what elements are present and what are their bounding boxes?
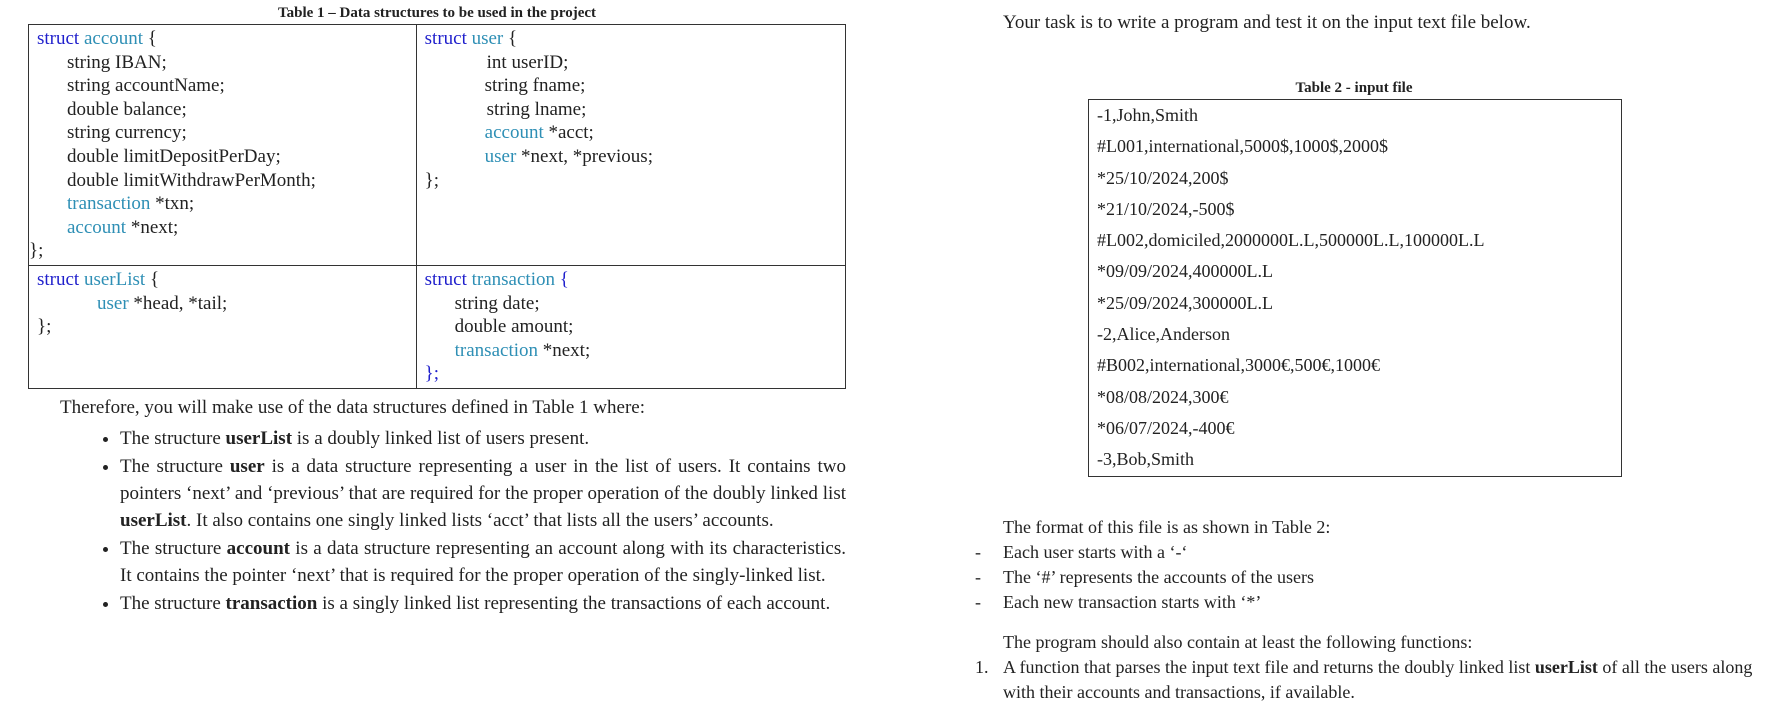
field: [425, 339, 837, 363]
functions-description: [975, 630, 1773, 705]
list-item: [120, 453, 846, 534]
field: double limitDepositPerDay;: [67, 145, 281, 167]
text: The structure: [120, 593, 226, 614]
field: string lname;: [486, 98, 587, 120]
brace-close: };: [29, 240, 44, 262]
dash-marker: -: [975, 592, 981, 612]
table2-caption: Table 2 - input file: [1295, 80, 1413, 96]
list-item: [120, 535, 846, 589]
dash-marker: -: [975, 567, 981, 587]
data-structures-table: [28, 24, 846, 389]
field-type: user: [484, 145, 517, 167]
field-type: transaction: [67, 193, 151, 215]
format-item: [975, 540, 1330, 565]
input-line: *06/07/2024,-400€: [1097, 417, 1235, 438]
field-rest: *next;: [538, 339, 591, 361]
bold-term: transaction: [225, 593, 318, 614]
field: string IBAN;: [67, 51, 167, 73]
input-line: *25/10/2024,200$: [1097, 167, 1229, 188]
brace-close: };: [37, 316, 52, 338]
field-rest: *txn;: [150, 193, 195, 215]
struct-keyword: struct: [37, 268, 80, 290]
field: double amount;: [454, 316, 574, 338]
brace-open: {: [503, 28, 518, 49]
text: is a data structure representing an account along with its characteristics. It contains the pointer ‘next’ that is required for the proper operation of the singly-linked list.: [120, 538, 846, 586]
bullet-list: [60, 425, 846, 617]
struct-account-cell: [29, 25, 417, 266]
bold-term: user: [229, 456, 265, 477]
field-rest: *head, *tail;: [128, 292, 228, 314]
field: [425, 145, 837, 169]
field: int userID;: [486, 51, 569, 73]
text: The structure: [120, 456, 230, 477]
struct-name: account: [83, 28, 144, 49]
format-description: [975, 515, 1331, 615]
struct-name: transaction: [471, 268, 555, 290]
field-type: user: [97, 292, 129, 314]
input-line: *25/09/2024,300000L.L: [1097, 292, 1273, 313]
input-line: -1,John,Smith: [1097, 105, 1199, 125]
format-item: [975, 565, 1330, 590]
field: [425, 121, 837, 145]
structures-description: [60, 394, 846, 618]
input-line: -2,Alice,Anderson: [1097, 324, 1230, 345]
field: double limitWithdrawPerMonth;: [67, 169, 316, 191]
input-line: #L002,domiciled,2000000L.L,500000L.L,100000L.L: [1097, 230, 1485, 251]
bold-term: userList: [225, 428, 293, 449]
text: The ‘#’ represents the accounts of the users: [1003, 567, 1315, 587]
text: The structure: [120, 538, 227, 559]
task-statement: Your task is to write a program and test it on the input text file below.: [1003, 12, 1531, 33]
input-file-table: [1088, 99, 1622, 477]
field-type: transaction: [454, 339, 538, 361]
text: The structure: [120, 428, 226, 449]
text: A function that parses the input text file and returns the doubly linked list: [1003, 657, 1535, 677]
struct-userlist-cell: [29, 265, 417, 388]
format-intro: The format of this file is as shown in Table 2:: [1003, 517, 1331, 537]
dash-marker: -: [975, 542, 981, 562]
brace-close: };: [424, 169, 440, 191]
format-item: [975, 590, 1330, 615]
input-line: -3,Bob,Smith: [1097, 449, 1195, 470]
text: is a singly linked list representing the transactions of each account.: [317, 593, 831, 614]
field: string currency;: [67, 122, 187, 144]
struct-name: user: [471, 28, 504, 49]
struct-user-cell: [416, 25, 845, 266]
struct-name: userList: [83, 268, 146, 290]
field: [37, 216, 408, 240]
functions-intro: The program should also contain at least the following functions:: [1003, 632, 1473, 652]
field-type: account: [484, 122, 544, 144]
text: is a data structure representing a user in the list of users. It contains two pointers ‘next’ and ‘previous’ that are required for the proper operation of the doubly linked list: [120, 456, 846, 504]
field-rest: *acct;: [543, 122, 594, 144]
text: Each new transaction starts with ‘*’: [1003, 592, 1262, 612]
function-item: [975, 655, 1773, 705]
input-line: #B002,international,3000€,500€,1000€: [1097, 355, 1380, 376]
input-line: *08/08/2024,300€: [1097, 386, 1229, 407]
list-item: [120, 590, 846, 617]
field: string date;: [454, 292, 540, 314]
struct-keyword: struct: [37, 28, 80, 49]
input-line: *21/10/2024,-500$: [1097, 198, 1235, 219]
field: [37, 292, 408, 316]
text: . It also contains one singly linked lists ‘acct’ that lists all the users’ accounts.: [186, 510, 774, 531]
input-line: #L001,international,5000$,1000$,2000$: [1097, 136, 1388, 157]
field: string accountName;: [67, 75, 225, 97]
struct-keyword: struct: [424, 28, 467, 49]
field: double balance;: [67, 98, 187, 120]
struct-keyword: struct: [424, 268, 467, 290]
bold-term: account: [226, 538, 290, 559]
field: string fname;: [484, 75, 586, 97]
field-type: account: [67, 216, 127, 238]
text: is a doubly linked list of users present.: [292, 428, 590, 449]
struct-transaction-cell: [416, 265, 845, 388]
field-rest: *next, *previous;: [516, 145, 653, 167]
brace-open: {: [554, 268, 569, 290]
field: [37, 192, 408, 216]
input-line: *09/09/2024,400000L.L: [1097, 261, 1273, 282]
table1-caption: Table 1 – Data structures to be used in the project: [277, 5, 597, 21]
brace-open: {: [143, 28, 157, 49]
bold-term: userList: [120, 510, 187, 531]
intro-paragraph: Therefore, you will make use of the data structures defined in Table 1 where:: [60, 397, 645, 418]
brace-close: };: [424, 363, 440, 385]
brace-open: {: [145, 268, 160, 290]
bold-term: userList: [1534, 657, 1598, 677]
text: Each user starts with a ‘-‘: [1003, 542, 1188, 562]
list-item: [120, 425, 846, 452]
item-number: 1.: [975, 657, 989, 677]
field-rest: *next;: [126, 216, 179, 238]
text: of all the users along with their accounts and transactions, if available.: [1003, 657, 1753, 702]
